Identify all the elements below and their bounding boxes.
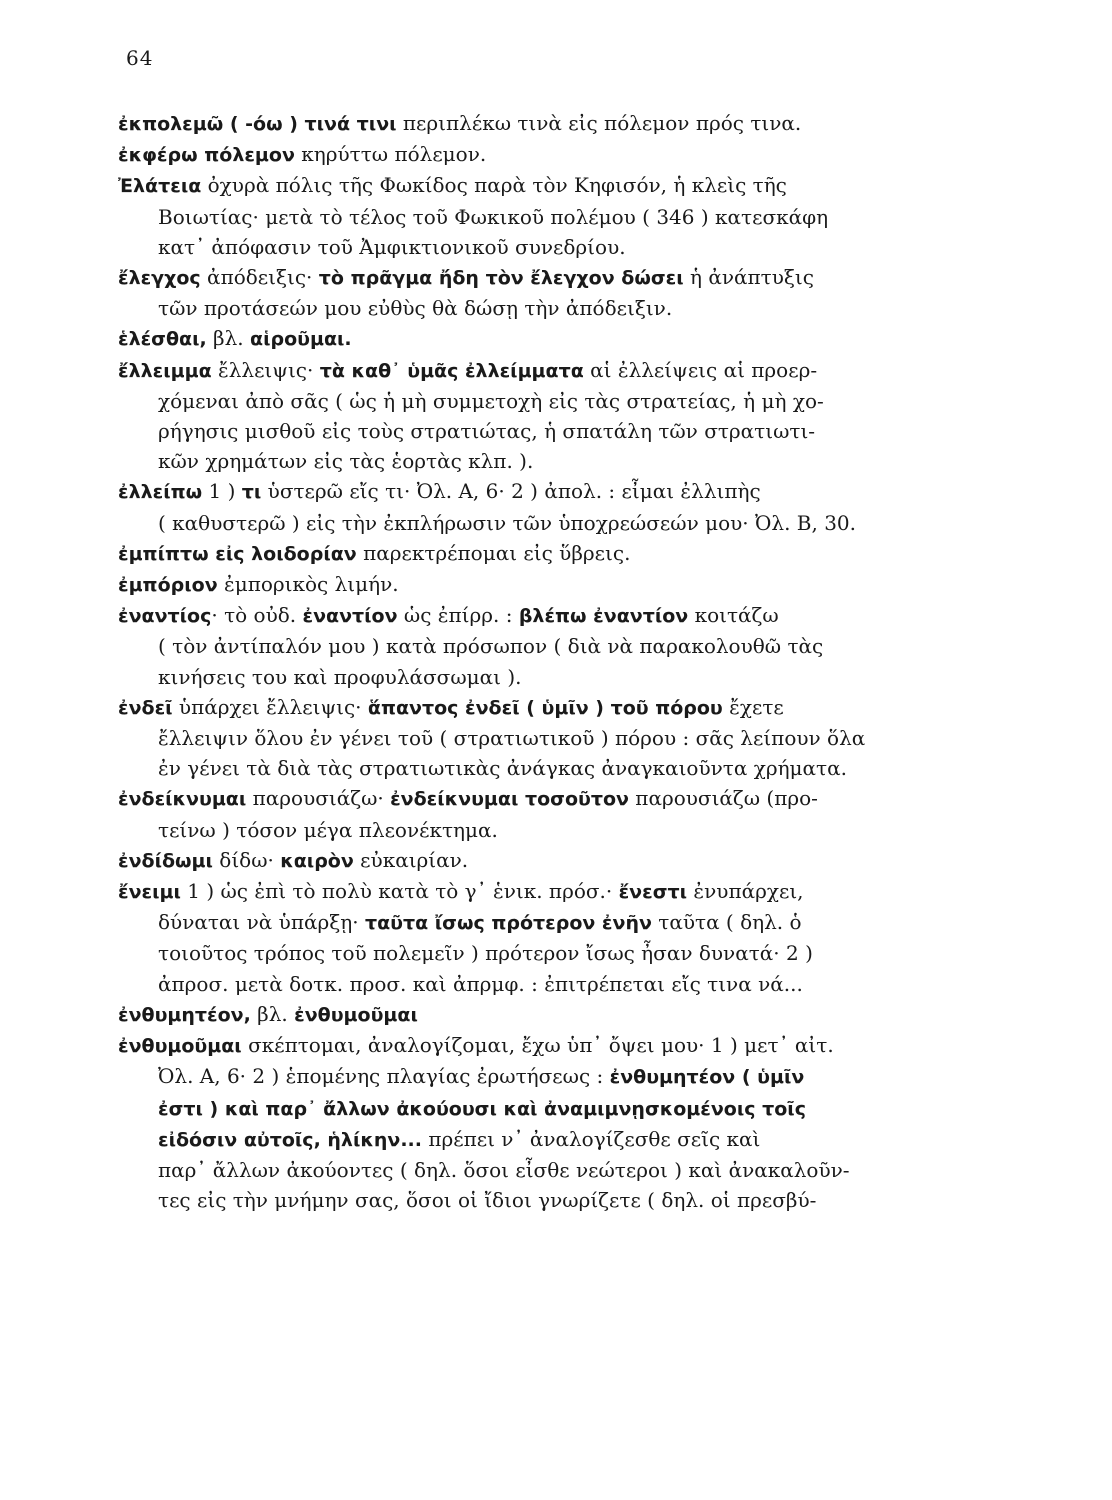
definition-text: δίδω· [212, 847, 281, 872]
dictionary-entry [118, 569, 1068, 600]
definition-text: ἔλλειψις· [211, 357, 320, 382]
bold-phrase: ἐνδείκνυμαι τοσοῦτον [390, 788, 629, 811]
dictionary-entry [118, 1030, 1068, 1215]
definition-text: κοιτάζω [688, 603, 779, 628]
definition-text: κινήσεις του καὶ προφυλάσσωμαι ). [158, 664, 522, 689]
dictionary-entry [118, 783, 1068, 844]
bold-phrase: τι [241, 481, 262, 504]
definition-text: παρεκτρέπομαι εἰς ὕβρεις. [356, 540, 631, 565]
definition-text: περιπλέκω τινὰ εἰς πόλεμον πρός τινα. [396, 111, 802, 135]
definition-text: βλ. [250, 1001, 295, 1026]
definition-text: τες εἰς τὴν μνήμην σας, ὅσοι οἱ ἴδιοι γνωρίζετε ( δηλ. οἱ πρεσβύ- [158, 1188, 817, 1213]
definition-text: παρουσιάζω (προ- [628, 786, 818, 811]
entry-headword: ἔνειμι [118, 881, 181, 904]
dictionary-entry [118, 876, 1068, 999]
definition-text: ἔχετε [722, 694, 784, 719]
dictionary-entry [118, 355, 1068, 477]
definition-text: εὐκαιρίαν. [353, 847, 469, 872]
entry-headword: ἔλλειμμα [118, 359, 212, 382]
bold-phrase: ἐστι ) καὶ παρ᾽ ἄλλων ἀκούουσι καὶ ἀναμιμνῃσκομένοις τοῖς [158, 1097, 806, 1120]
definition-text: ὑπάρχει ἔλλειψις· [172, 694, 368, 719]
definition-text: ἀπροσ. μετὰ δοτκ. προσ. καὶ ἀπρμφ. : ἐπιτρέπεται εἴς τινα νά... [158, 971, 803, 996]
definition-text: ἐμπορικὸς λιμήν. [217, 572, 399, 597]
dictionary-entry [118, 600, 1068, 692]
bold-phrase: ἐνθυμοῦμαι [294, 1003, 418, 1026]
definition-text: ἔλλειψιν ὅλου ἐν γένει τοῦ ( στρατιωτικοῦ ) πόρου : σᾶς λείπουν ὅλα [158, 726, 866, 751]
definition-text: δύναται νὰ ὑπάρξῃ· [158, 910, 365, 935]
entry-headword: ἔλεγχος [118, 267, 201, 290]
definition-text: 1 ) ὡς ἐπὶ τὸ πολὺ κατὰ τὸ γ᾽ ἑνικ. πρόσ.· [180, 879, 619, 904]
definition-text: βλ. [206, 326, 251, 351]
definition-text: ἀπόδειξις· [200, 265, 319, 290]
bold-phrase: ἔνεστι [618, 881, 688, 904]
definition-text: παρουσιάζω· [246, 786, 391, 811]
bold-phrase: ἅπαντος ἐνδεῖ ( ὑμῖν ) τοῦ πόρου [367, 696, 723, 719]
definition-text: κηρύττω πόλεμον. [294, 142, 487, 167]
bold-phrase: ἐναντίον [302, 605, 398, 628]
definition-text: κῶν χρημάτων εἰς τὰς ἑορτὰς κλπ. ). [158, 449, 534, 474]
bold-phrase: ταῦτα ἴσως πρότερον ἐνῆν [364, 912, 652, 935]
dictionary-entry [118, 999, 1068, 1030]
page-number: 64 [126, 46, 154, 70]
dictionary-entry [118, 170, 1068, 262]
definition-text: ὑστερῶ εἴς τι· Ὀλ. Α, 6· 2 ) ἀπολ. : εἶμαι ἐλλιπὴς [261, 479, 761, 504]
entry-headword: Ἐλάτεια [118, 175, 202, 198]
definition-text: τῶν προτάσεών μου εὐθὺς θὰ δώσῃ τὴν ἀπόδειξιν. [158, 296, 673, 321]
dictionary-entry [118, 262, 1068, 323]
entry-headword: ἐνδείκνυμαι [118, 788, 247, 811]
entry-headword: ἐκπολεμῶ ( -όω ) τινά τινι [118, 113, 397, 135]
bold-phrase: αἱροῦμαι. [250, 328, 352, 351]
dictionary-entry [118, 476, 1068, 537]
definition-text: παρ᾽ ἄλλων ἀκούοντες ( δηλ. ὅσοι εἶσθε νεώτεροι ) καὶ ἀνακαλοῦν- [158, 1157, 850, 1182]
entry-headword: ἐμπίπτω εἰς λοιδορίαν [118, 542, 357, 565]
definition-text: ταῦτα ( δηλ. ὁ [651, 910, 802, 935]
definition-text: τοιοῦτος τρόπος τοῦ πολεμεῖν ) πρότερον ἴσως ἦσαν δυνατά· 2 ) [158, 941, 813, 966]
definition-text: 1 ) [202, 479, 242, 504]
definition-text: τείνω ) τόσον μέγα πλεονέκτημα. [158, 817, 498, 842]
bold-phrase: τὸ πρᾶγμα ἤδη τὸν ἔλεγχον δώσει [318, 267, 684, 290]
dictionary-entry [118, 845, 1068, 876]
entry-headword: ἐνδίδωμι [118, 849, 213, 872]
definition-text: ἐν γένει τὰ διὰ τὰς στρατιωτικὰς ἀνάγκας ἀναγκαιοῦντα χρήματα. [158, 756, 847, 781]
definition-text: αἱ ἐλλείψεις αἱ προερ- [583, 357, 818, 382]
bold-phrase: ἐνθυμητέον ( ὑμῖν [609, 1066, 805, 1089]
definition-text: ( καθυστερῶ ) εἰς τὴν ἐκπλήρωσιν τῶν ὑποχρεώσεών μου· Ὀλ. Β, 30. [158, 510, 856, 535]
dictionary-entry [118, 323, 1068, 354]
definition-text: ὡς ἐπίρρ. : [397, 603, 519, 628]
entry-headword: ἐνθυμοῦμαι [118, 1035, 242, 1058]
bold-phrase: καιρὸν [280, 849, 354, 872]
entry-headword: ἑλέσθαι, [118, 328, 207, 351]
definition-text: ( τὸν ἀντίπαλόν μου ) κατὰ πρόσωπον ( διὰ νὰ παρακολουθῶ τὰς [158, 634, 824, 659]
dictionary-entry [118, 538, 1068, 569]
entry-headword: ἐκφέρω πόλεμον [118, 144, 295, 167]
definition-text: · τὸ οὐδ. [211, 603, 303, 628]
definition-text: ρήγησις μισθοῦ εἰς τοὺς στρατιώτας, ἡ σπατάλη τῶν στρατιωτι- [158, 419, 816, 444]
definition-text: ἐνυπάρχει, [687, 879, 804, 904]
entry-headword: ἐνδεῖ [118, 696, 173, 719]
entry-headword: ἐναντίος [118, 605, 212, 628]
definition-text: Ὀλ. Α, 6· 2 ) ἑπομένης πλαγίας ἐρωτήσεως : [158, 1064, 610, 1089]
definition-text: κατ᾽ ἀπόφασιν τοῦ Ἀμφικτιονικοῦ συνεδρίου. [158, 234, 626, 259]
entry-headword: ἐμπόριον [118, 574, 218, 597]
dictionary-entry [118, 108, 1068, 139]
bold-phrase: εἰδόσιν αὐτοῖς, ἡλίκην... [158, 1128, 422, 1151]
entry-headword: ἐλλείπω [118, 481, 203, 504]
definition-text: πρέπει ν᾽ ἀναλογίζεσθε σεῖς καὶ [421, 1126, 761, 1151]
definition-text: ἡ ἀνάπτυξις [683, 265, 814, 290]
bold-phrase: τὰ καθ᾽ ὑμᾶς ἐλλείμματα [319, 359, 584, 382]
bold-phrase: βλέπω ἐναντίον [518, 605, 689, 628]
definition-text: Βοιωτίας· μετὰ τὸ τέλος τοῦ Φωκικοῦ πολέμου ( 346 ) κατεσκάφη [158, 204, 829, 229]
dictionary-entry [118, 692, 1068, 784]
definition-text: σκέπτομαι, ἀναλογίζομαι, ἔχω ὑπ᾽ ὄψει μου· 1 ) μετ᾽ αἰτ. [241, 1033, 834, 1058]
definition-text: χόμεναι ἀπὸ σᾶς ( ὡς ἡ μὴ συμμετοχὴ εἰς τὰς στρατείας, ἡ μὴ χο- [158, 388, 824, 413]
dictionary-entries [118, 108, 1068, 1215]
dictionary-entry [118, 139, 1068, 170]
entry-headword: ἐνθυμητέον, [118, 1003, 251, 1026]
definition-text: ὀχυρὰ πόλις τῆς Φωκίδος παρὰ τὸν Κηφισόν, ἡ κλεὶς τῆς [201, 173, 787, 198]
